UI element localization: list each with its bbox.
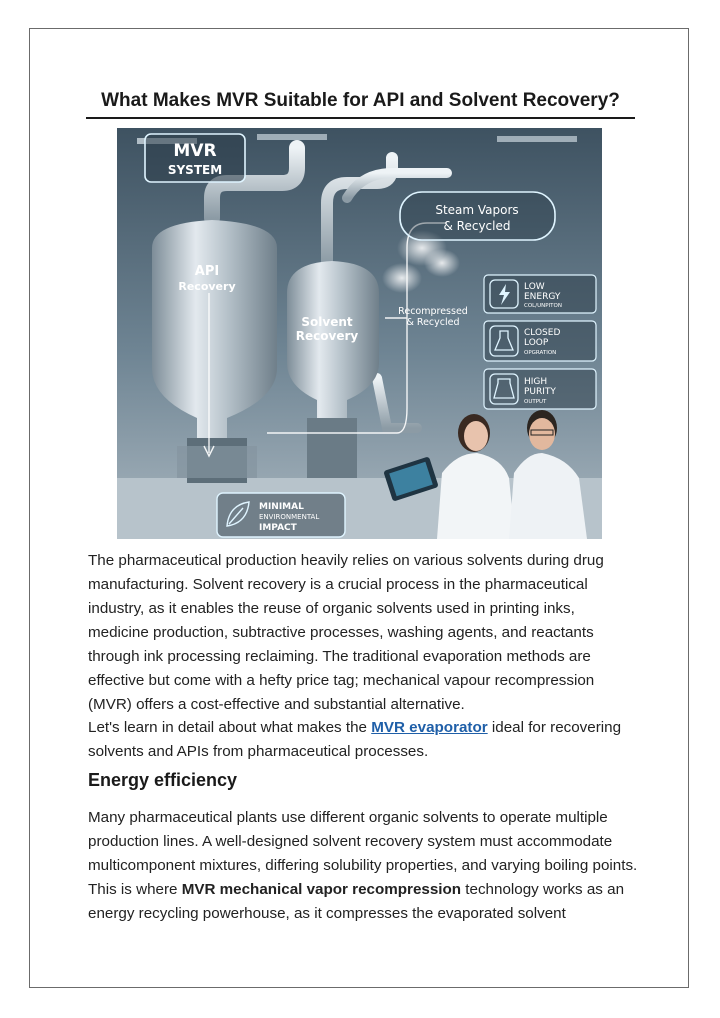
intro-paragraph: The pharmaceutical production heavily relies on various solvents during drug manufacturing. Solvent recovery is a crucial process in the pharmaceutical industry, as it enables the reuse of organic solvents used in printing inks, medicine production, subtractive processes, washing agents, and reactants through ink processing reclaiming. The traditional evaporation methods are effective but come with a hefty price tag; mechanical vapour recompression (MVR) offers a cost-effective and substantial alternative.: [88, 552, 604, 713]
page-title: What Makes MVR Suitable for API and Solvent Recovery?: [101, 90, 620, 111]
badge-low-energy: [484, 275, 596, 313]
learn-text-start: Let's learn in detail about what makes the: [88, 719, 372, 736]
svg-text:HIGH: HIGH: [524, 377, 548, 387]
svg-text:SYSTEM: SYSTEM: [167, 163, 223, 177]
svg-text:LOOP: LOOP: [524, 338, 549, 348]
badge-closed-loop: [484, 321, 596, 361]
section-heading: Energy efficiency: [88, 770, 238, 790]
svg-text:ENVIRONMENTAL: ENVIRONMENTAL: [259, 513, 320, 521]
mvr-system-label: [145, 134, 245, 182]
energy-text-bold: MVR mechanical vapor recompression: [181, 881, 462, 898]
mvr-evaporator-link[interactable]: MVR evaporator: [371, 719, 488, 736]
svg-text:OPGRATION: OPGRATION: [524, 350, 557, 356]
api-label: API: [194, 264, 220, 279]
title-underline: [86, 117, 635, 119]
api-sublabel: Recovery: [178, 280, 236, 293]
badge-high-purity: [484, 369, 596, 409]
svg-text:CLOSED: CLOSED: [524, 328, 561, 338]
learn-text-end: ideal for recovering solvents and APIs from pharmaceutical processes.: [88, 719, 622, 760]
svg-text:PURITY: PURITY: [524, 387, 556, 397]
steam-vapors-label: [400, 192, 555, 240]
solvent-label: Solvent: [301, 315, 353, 329]
energy-text-start: Many pharmaceutical plants use different organic solvents to operate multiple production lines. A well-designed solvent recovery system must accommodate multicomponent mixtures, differing solubility properties, and varying boiling points. This is where: [88, 809, 638, 898]
svg-text:Steam Vapors: Steam Vapors: [435, 203, 519, 217]
svg-text:COL/UNPITON: COL/UNPITON: [524, 303, 562, 309]
solvent-sublabel: Recovery: [295, 329, 359, 343]
svg-text:MINIMAL: MINIMAL: [259, 502, 304, 512]
recycled-label: & Recycled: [406, 317, 460, 328]
learn-paragraph: [88, 716, 638, 764]
svg-text:MVR: MVR: [173, 141, 217, 161]
svg-text:LOW: LOW: [524, 282, 545, 292]
svg-text:ENERGY: ENERGY: [524, 292, 561, 302]
svg-text:IMPACT: IMPACT: [259, 523, 297, 533]
energy-paragraph: [88, 806, 638, 926]
environmental-impact-label: [217, 493, 345, 537]
hero-illustration: [117, 128, 602, 539]
recompressed-label: Recompressed: [398, 306, 468, 317]
svg-text:OUTPUT: OUTPUT: [524, 399, 547, 405]
svg-text:& Recycled: & Recycled: [443, 219, 511, 233]
energy-text-end: technology works as an energy recycling powerhouse, as it compresses the evaporated solvent: [88, 881, 625, 922]
